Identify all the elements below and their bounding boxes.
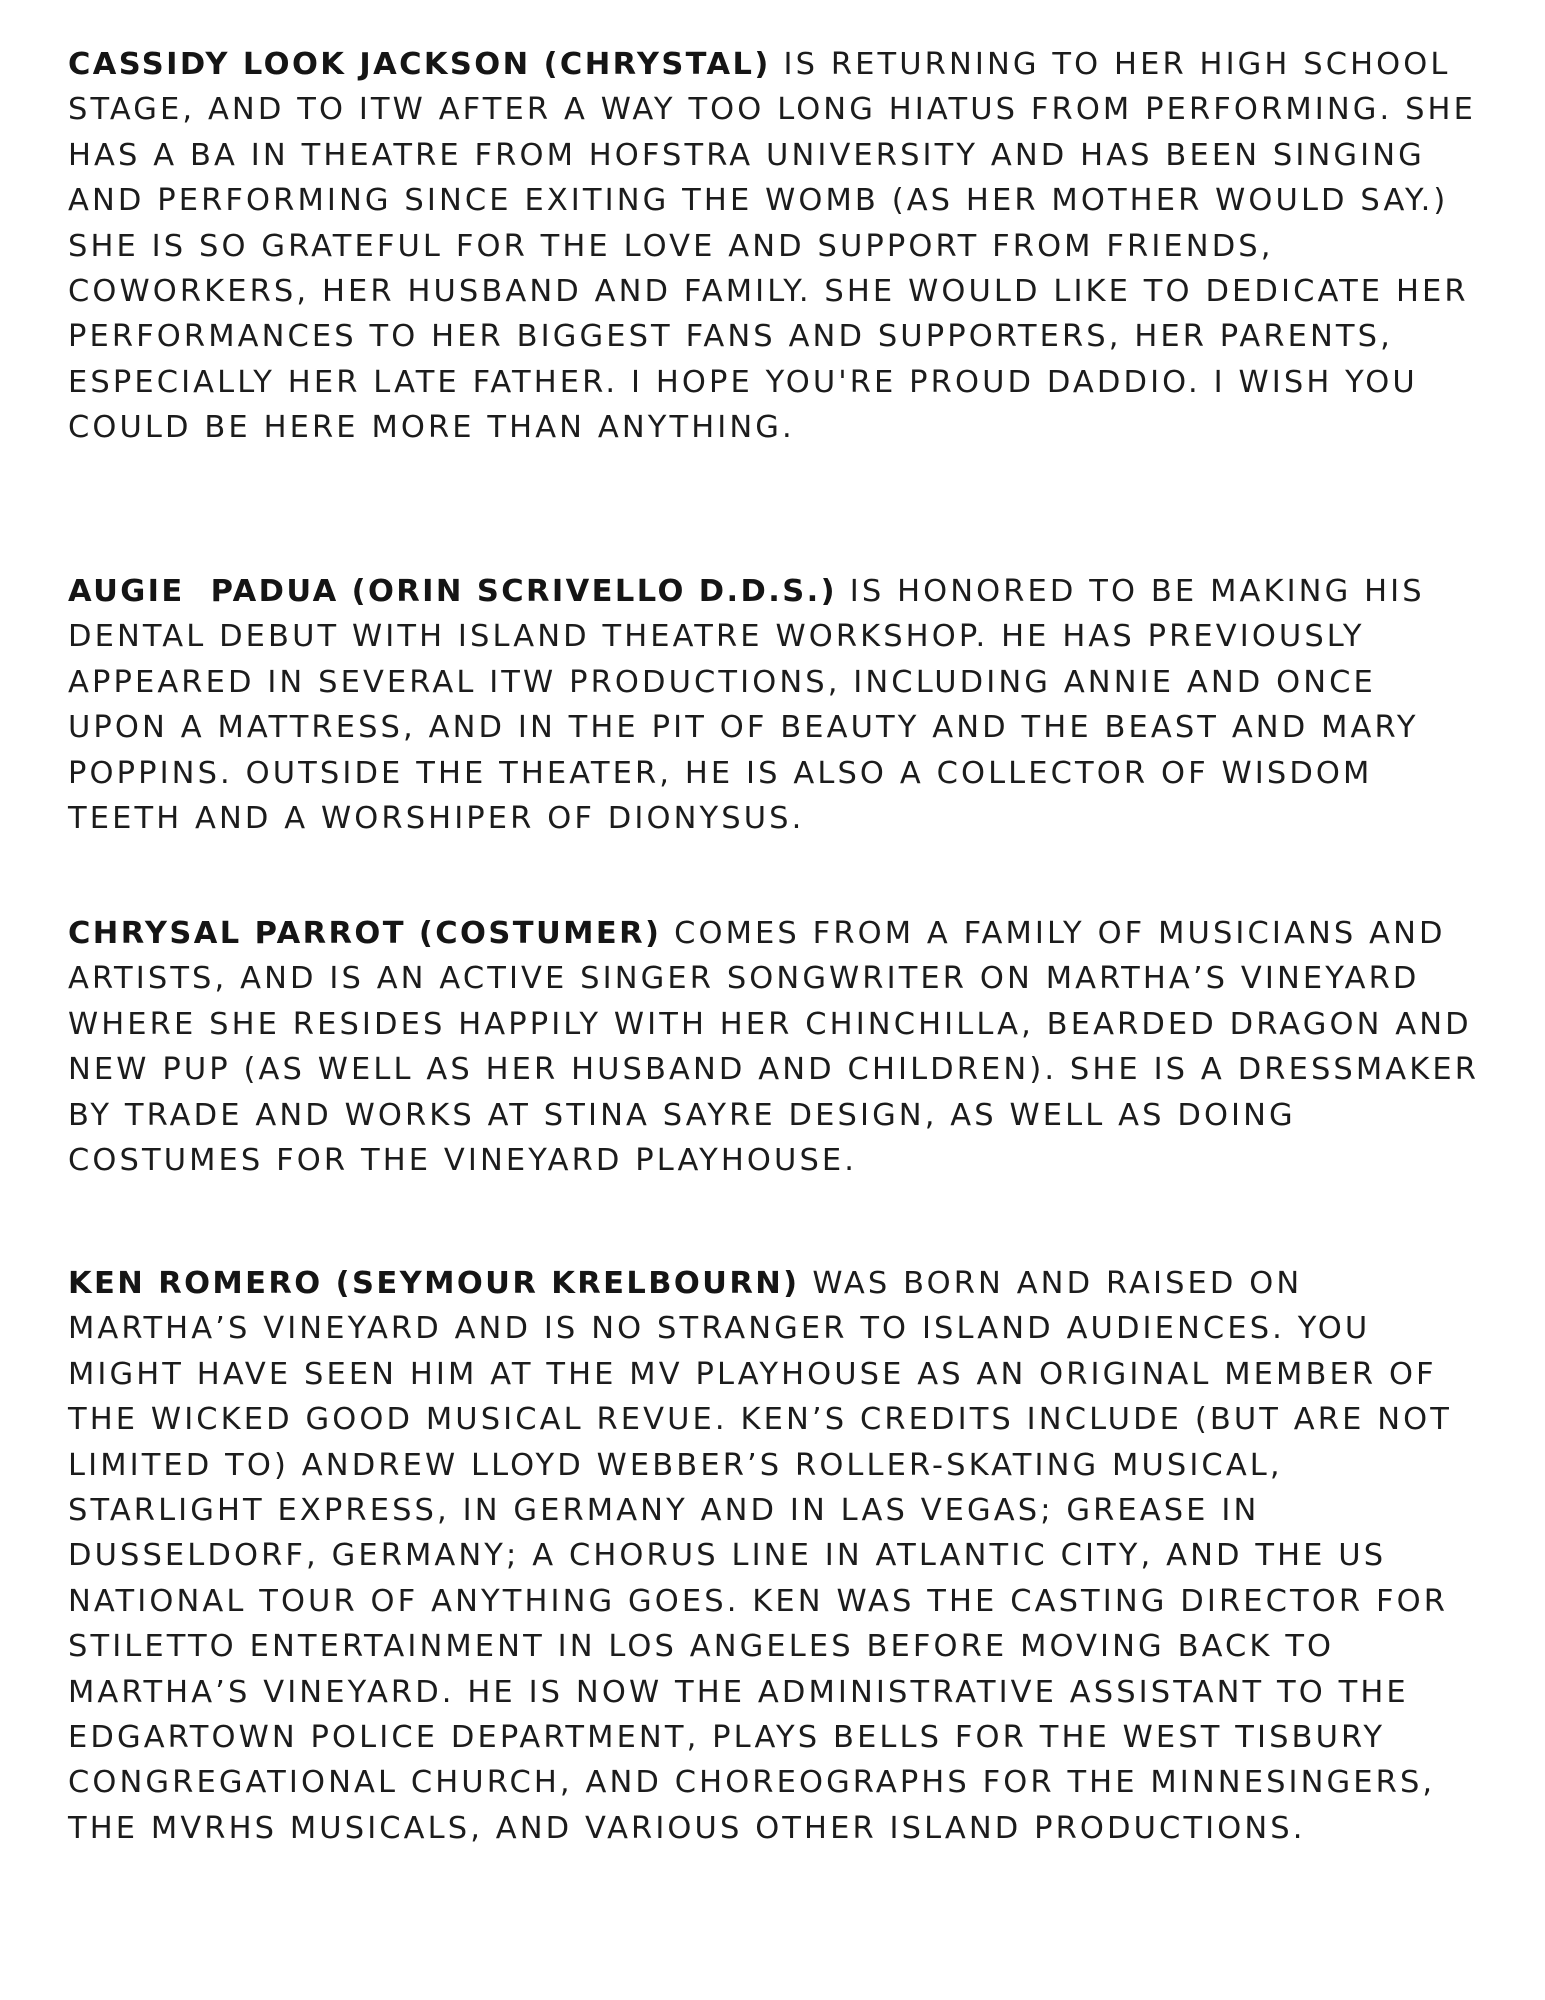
- bio-name: KEN ROMERO (SEYMOUR KRELBOURN): [68, 1266, 800, 1301]
- bio-ken-romero: [68, 1261, 1488, 1851]
- bio-text: COMES FROM A FAMILY OF MUSICIANS AND ARTISTS, AND IS AN ACTIVE SINGER SONGWRITER ON MARTHA’S VINEYARD WHERE SHE RESIDES HAPPILY WITH HER CHINCHILLA, BEARDED DRAGON AND NEW PUP (AS WELL AS HER HUSBAND AND CHILDREN). SHE IS A DRESSMAKER BY TRADE AND WORKS AT STINA SAYRE DESIGN, AS WELL AS DOING COSTUMES FOR THE VINEYARD PLAYHOUSE.: [68, 916, 1480, 1179]
- bio-text: IS HONORED TO BE MAKING HIS DENTAL DEBUT WITH ISLAND THEATRE WORKSHOP. HE HAS PREVIOUSLY APPEARED IN SEVERAL ITW PRODUCTIONS, INCLUDING ANNIE AND ONCE UPON A MATTRESS, AND IN THE PIT OF BEAUTY AND THE BEAST AND MARY POPPINS. OUTSIDE THE THEATER, HE IS ALSO A COLLECTOR OF WISDOM TEETH AND A WORSHIPER OF DIONYSUS.: [68, 574, 1425, 837]
- bio-text: IS RETURNING TO HER HIGH SCHOOL STAGE, AND TO ITW AFTER A WAY TOO LONG HIATUS FROM PERFORMING. SHE HAS A BA IN THEATRE FROM HOFSTRA UNIVERSITY AND HAS BEEN SINGING AND PERFORMING SINCE EXITING THE WOMB (AS HER MOTHER WOULD SAY.) SHE IS SO GRATEFUL FOR THE LOVE AND SUPPORT FROM FRIENDS, COWORKERS, HER HUSBAND AND FAMILY. SHE WOULD LIKE TO DEDICATE HER PERFORMANCES TO HER BIGGEST FANS AND SUPPORTERS, HER PARENTS, ESPECIALLY HER LATE FATHER. I HOPE YOU'RE PROUD DADDIO. I WISH YOU COULD BE HERE MORE THAN ANYTHING.: [68, 47, 1476, 446]
- bio-name: CHRYSAL PARROT (COSTUMER): [68, 916, 662, 951]
- bio-chrysal-parrot: [68, 911, 1488, 1183]
- bio-text: WAS BORN AND RAISED ON MARTHA’S VINEYARD AND IS NO STRANGER TO ISLAND AUDIENCES. YOU MIGHT HAVE SEEN HIM AT THE MV PLAYHOUSE AS AN ORIGINAL MEMBER OF THE WICKED GOOD MUSICAL REVUE. KEN’S CREDITS INCLUDE (BUT ARE NOT LIMITED TO) ANDREW LLOYD WEBBER’S ROLLER-SKATING MUSICAL, STARLIGHT EXPRESS, IN GERMANY AND IN LAS VEGAS; GREASE IN DUSSELDORF, GERMANY; A CHORUS LINE IN ATLANTIC CITY, AND THE US NATIONAL TOUR OF ANYTHING GOES. KEN WAS THE CASTING DIRECTOR FOR STILETTO ENTERTAINMENT IN LOS ANGELES BEFORE MOVING BACK TO MARTHA’S VINEYARD. HE IS NOW THE ADMINISTRATIVE ASSISTANT TO THE EDGARTOWN POLICE DEPARTMENT, PLAYS BELLS FOR THE WEST TISBURY CONGREGATIONAL CHURCH, AND CHOREOGRAPHS FOR THE MINNESINGERS, THE MVRHS MUSICALS, AND VARIOUS OTHER ISLAND PRODUCTIONS.: [68, 1266, 1452, 1846]
- bio-augie-padua: [68, 569, 1488, 841]
- bio-name: CASSIDY LOOK JACKSON (CHRYSTAL): [68, 47, 771, 82]
- bio-cassidy-look-jackson: [68, 42, 1488, 451]
- bio-name: AUGIE PADUA (ORIN SCRIVELLO D.D.S.): [68, 574, 837, 609]
